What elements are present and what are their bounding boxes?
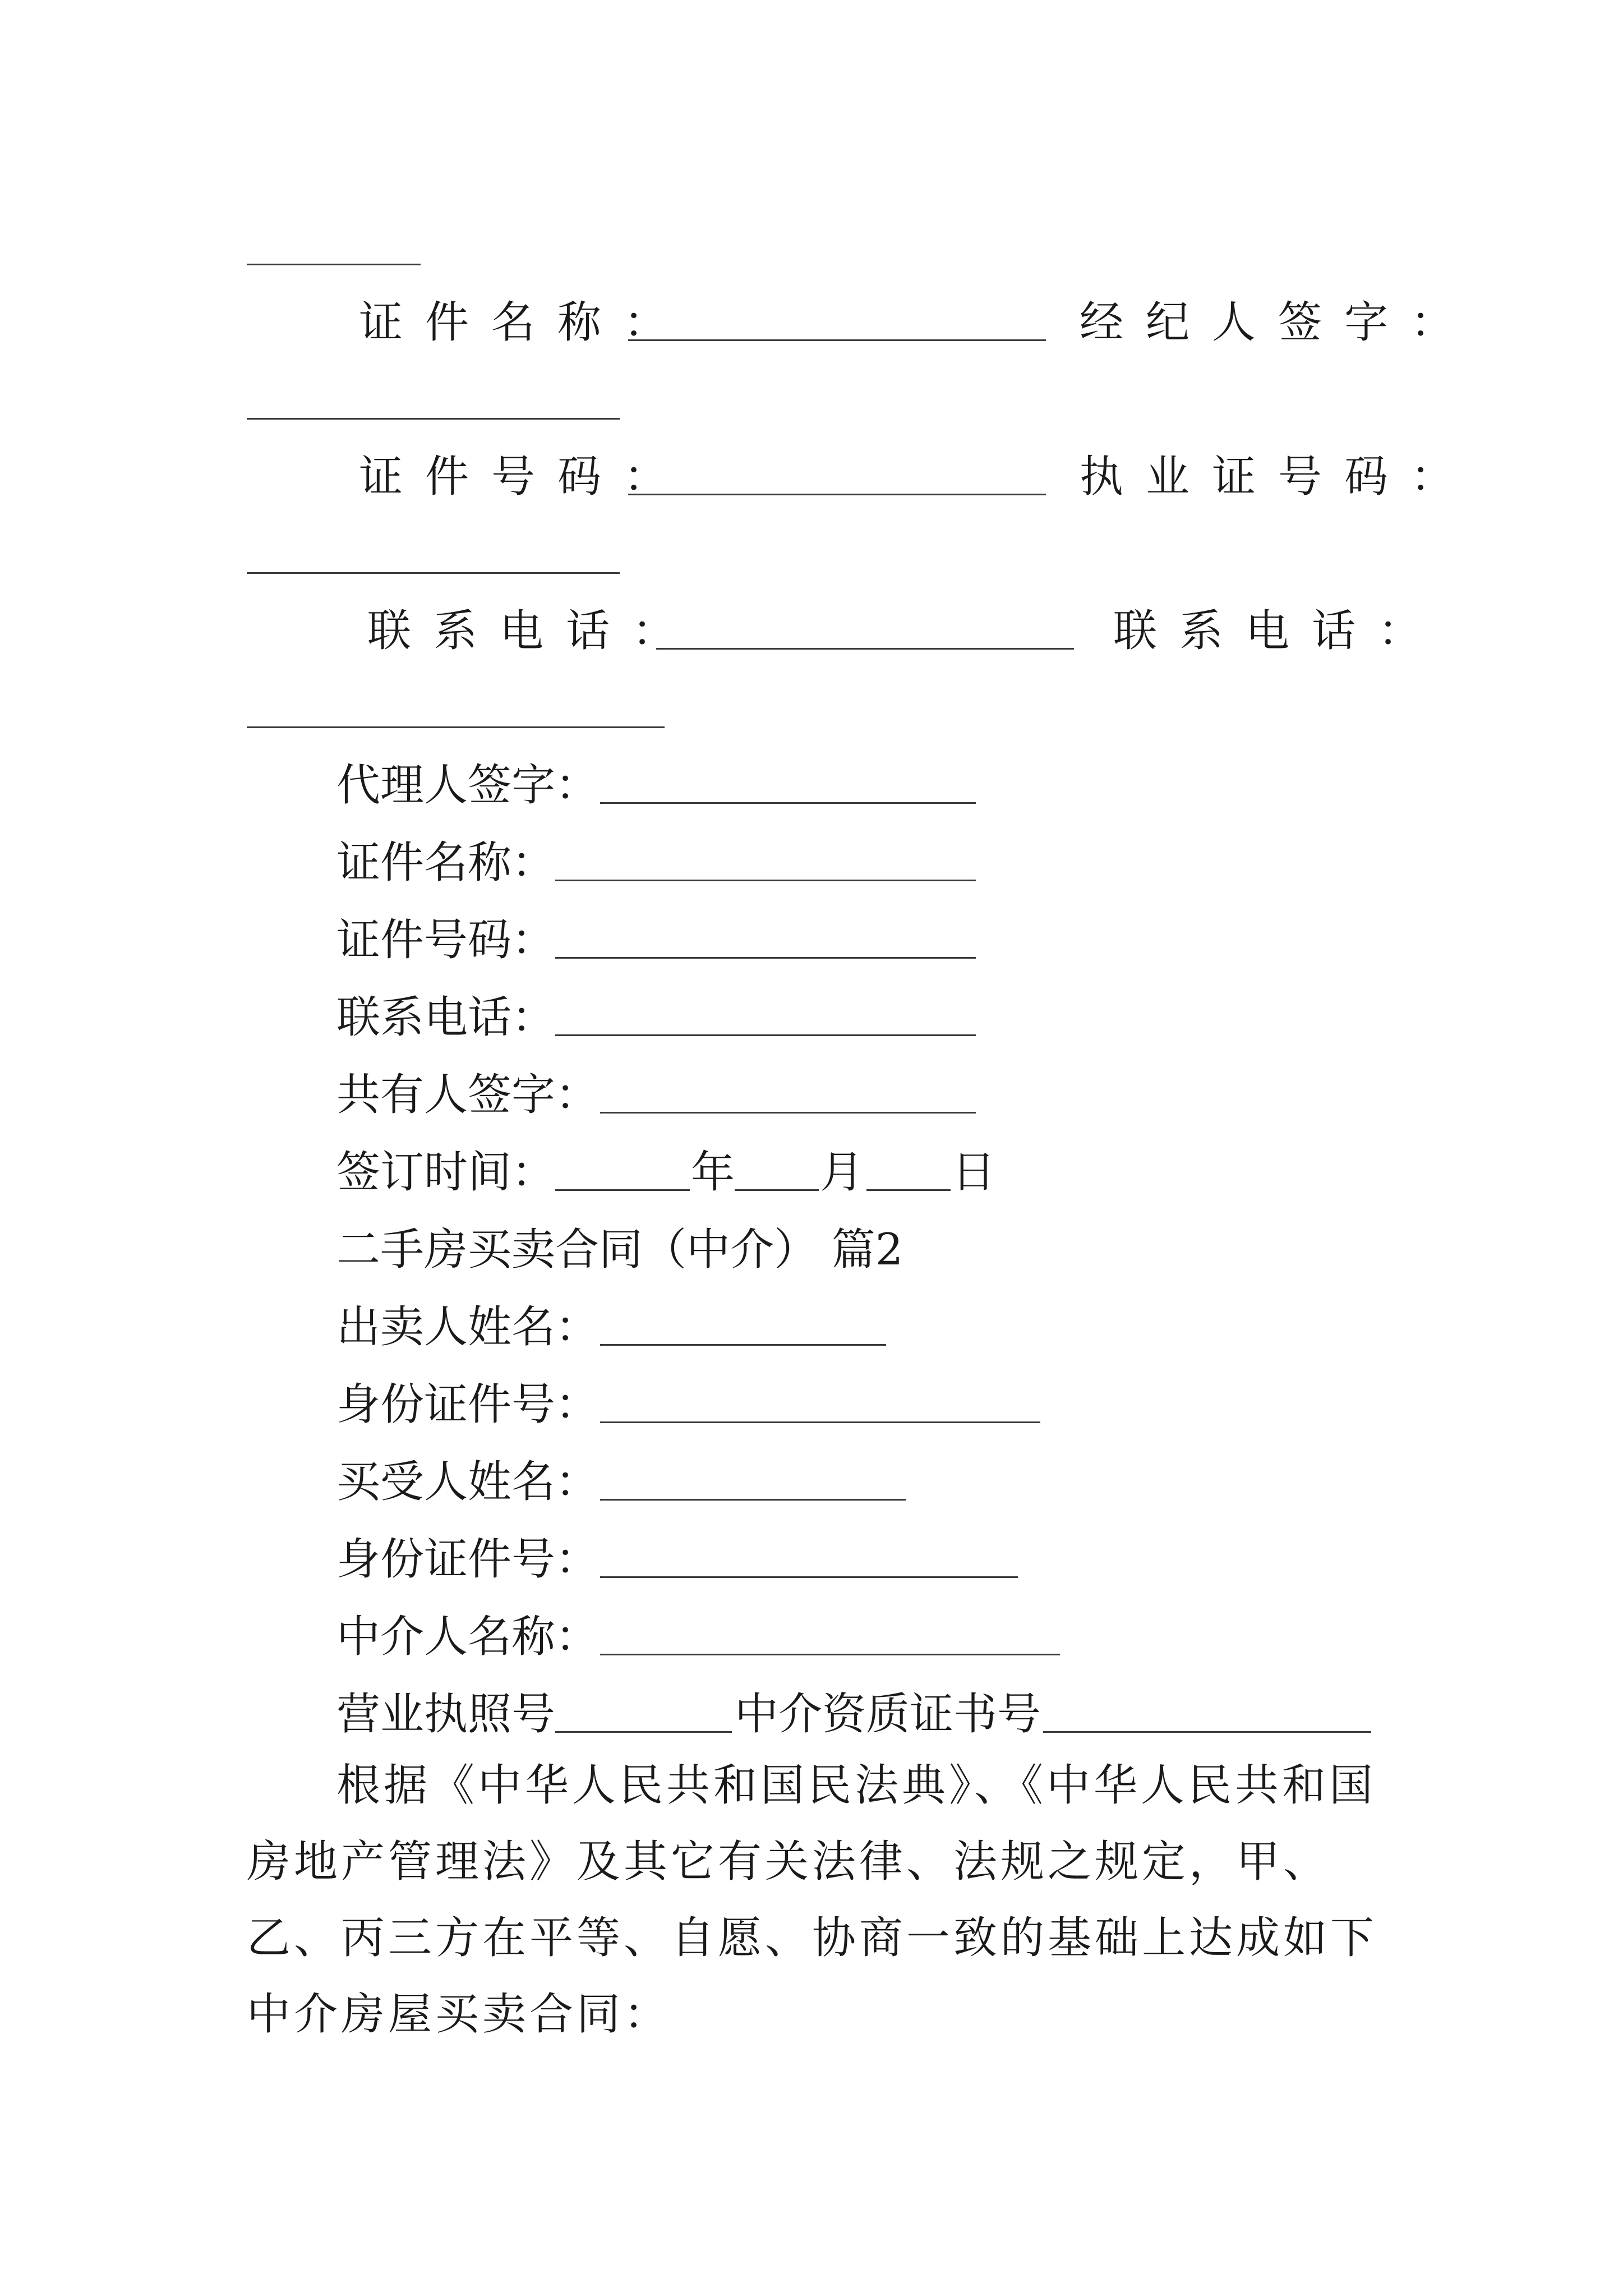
seller-name-field[interactable]	[600, 1344, 886, 1346]
phone-field[interactable]	[656, 648, 1074, 650]
buyer-name-label: 买受人姓名：	[336, 1457, 600, 1507]
id-name-label: 证件名称：	[359, 297, 690, 348]
seller-name-label: 出卖人姓名：	[336, 1302, 600, 1352]
agent-id-number-field[interactable]	[555, 957, 976, 959]
agent-sign-label: 代理人签字：	[336, 760, 600, 811]
agent-id-number-label: 证件号码：	[336, 915, 556, 965]
buyer-id-label: 身份证件号：	[336, 1534, 600, 1585]
agent-phone-field[interactable]	[555, 1034, 976, 1036]
license-number-field[interactable]	[247, 572, 620, 574]
business-license-label: 营业执照号	[336, 1689, 556, 1740]
business-license-field[interactable]	[555, 1731, 732, 1733]
broker-phone-field[interactable]	[247, 726, 665, 728]
id-number-field[interactable]	[628, 494, 1046, 495]
intermediary-name-label: 中介人名称：	[336, 1612, 600, 1662]
intermediary-name-field[interactable]	[600, 1654, 1060, 1655]
day-label: 日	[952, 1147, 996, 1198]
year-label: 年	[691, 1147, 735, 1198]
sign-day-field[interactable]	[866, 1189, 951, 1191]
sign-date-label: 签订时间：	[336, 1147, 556, 1198]
seller-id-label: 身份证件号：	[336, 1379, 600, 1430]
seller-id-field[interactable]	[600, 1421, 1040, 1423]
qualification-cert-label: 中介资质证书号	[735, 1689, 1041, 1740]
sign-year-field[interactable]	[555, 1189, 690, 1191]
broker-sign-field[interactable]	[247, 418, 620, 420]
agent-phone-label: 联系电话：	[336, 992, 556, 1043]
blank-line	[247, 264, 421, 265]
sign-month-field[interactable]	[735, 1189, 819, 1191]
agent-sign-field[interactable]	[600, 802, 976, 804]
co-owner-sign-field[interactable]	[600, 1112, 976, 1114]
co-owner-sign-label: 共有人签字：	[336, 1070, 600, 1120]
broker-phone-label: 联系电话：	[1113, 606, 1445, 656]
id-name-field[interactable]	[628, 339, 1046, 341]
contract-title: 二手房买卖合同（中介） 篇2	[336, 1225, 903, 1275]
buyer-name-field[interactable]	[600, 1499, 906, 1501]
buyer-id-field[interactable]	[600, 1576, 1018, 1578]
phone-label: 联系电话：	[367, 606, 699, 656]
agent-id-name-field[interactable]	[555, 880, 976, 881]
license-number-label: 执业证号码：	[1080, 452, 1477, 502]
qualification-cert-field[interactable]	[1043, 1731, 1371, 1733]
contract-intro-paragraph: 根据《中华人民共和国民法典》、《中华人民共和国房地产管理法》及其它有关法律、法规之规定，甲、乙、丙三方在平等、自愿、协商一致的基础上达成如下中介房屋买卖合同：	[247, 1760, 1378, 2040]
agent-id-name-label: 证件名称：	[336, 838, 556, 888]
month-label: 月	[820, 1147, 864, 1198]
broker-sign-label: 经纪人签字：	[1080, 297, 1477, 348]
id-number-label: 证件号码：	[359, 452, 690, 502]
